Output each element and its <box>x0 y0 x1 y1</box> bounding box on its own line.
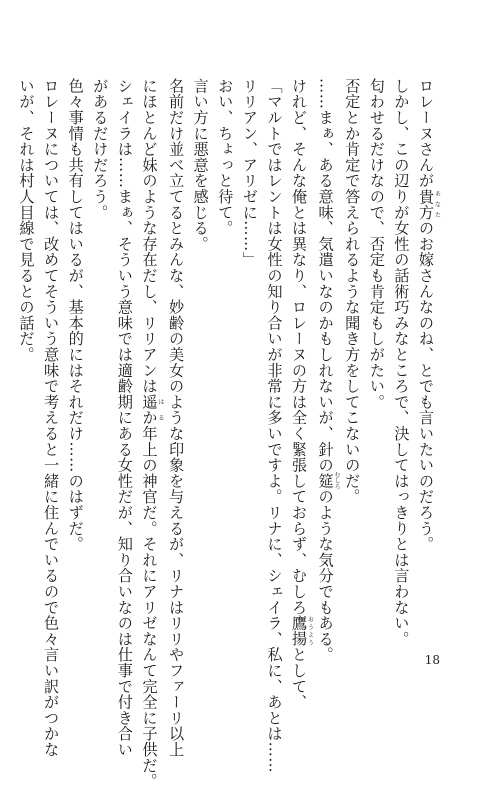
furigana: 貴方あなた <box>417 188 441 221</box>
text-line: おい、ちょっと待て。 <box>216 78 235 236</box>
text-line: ……まぁ、ある意味、気遣いなのかもしれないが、針の筵むしろのような気分でもある。 <box>316 78 341 663</box>
text-line: 否定とか肯定で答えられるような聞き方をしてこないのだ。 <box>343 78 362 505</box>
text-line: 匂わせるだけなので、否定も肯定もしがたい。 <box>367 78 386 410</box>
text-line: ロレーヌさんが貴方あなたのお嫁さんなのね、とでも言いたいのだろう。 <box>417 78 441 553</box>
text-line: しかし、この辺りが女性の話術巧みなところで、決してはっきりとは言わない。 <box>392 78 411 647</box>
text-line: シェイラは……まぁ、そういう意味では適齢期にある女性だが、知り合いなのは仕事で付き合い <box>115 78 134 758</box>
text-line: けれど、そんな俺とは異なり、ロレーヌの方は全く緊張しておらず、むしろ鷹揚おうようとして、 <box>290 78 314 711</box>
text-line: 名前だけ並べ立てるとみんな、妙齢の美女のような印象を与えるが、リナはリリやファーリ以上 <box>167 78 186 758</box>
text-line: にほとんど妹のような存在だし、リリアンは遥かはる年上の神官だ。それにアリゼなんて完全に子供だ。 <box>140 78 164 789</box>
text-line: 言い方に悪意を感じる。 <box>191 78 210 252</box>
text-line: いが、それは村人目線で見るとの話だ。 <box>17 78 36 363</box>
furigana: 遥かはる <box>140 394 164 426</box>
text-line: 色々事情も共有してはいるが、基本的にはそれだけ……のはずだ。 <box>66 78 85 552</box>
dialogue-line: 「マルトではレントは女性の知り合いが非常に多いですよ。リナに、シェイラ、私に、あとは…… <box>265 78 284 774</box>
furigana: 筵むしろ <box>316 471 341 490</box>
dialogue-line: リリアン、アリゼに……」 <box>240 78 259 268</box>
text-line: があるだけだろう。 <box>91 78 110 221</box>
furigana: 鷹揚おうよう <box>290 615 314 647</box>
text-line: ロレーヌについては、改めてそういう意味で考えると一緒に住んでいるので色々言い訳がつかな <box>42 78 61 758</box>
body-text <box>14 78 441 789</box>
page-number: 18 <box>424 653 440 667</box>
